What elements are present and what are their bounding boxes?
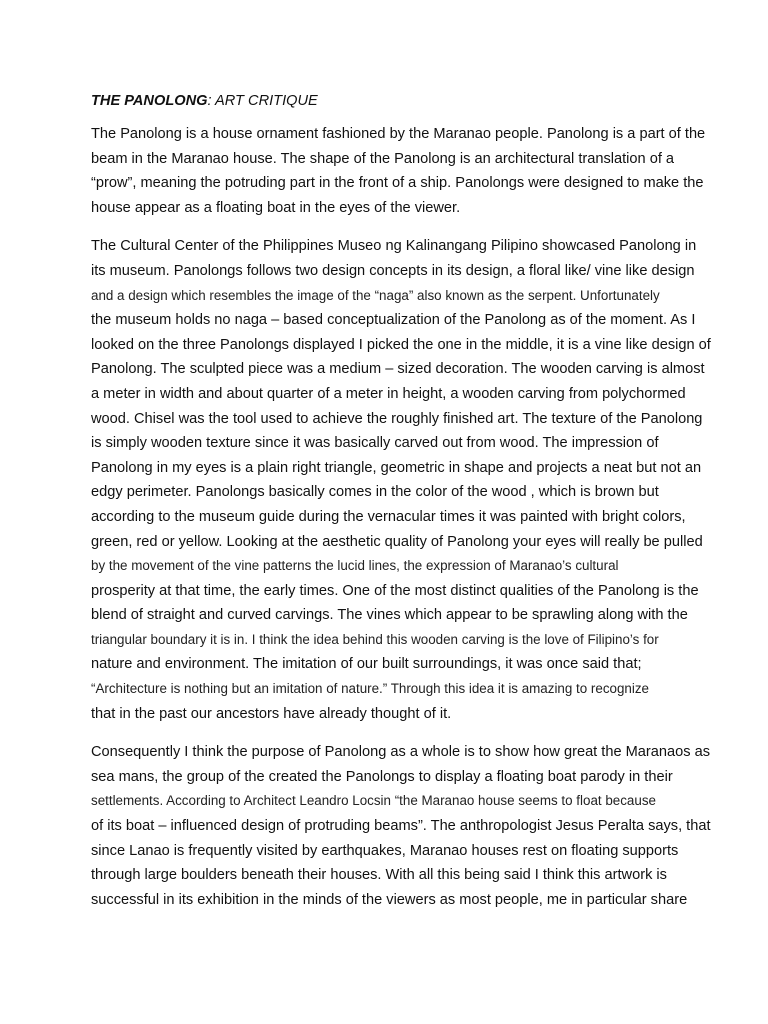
text-line: looked on the three Panolongs displayed I picked the one in the middle, it is a vine like design of: [91, 336, 711, 353]
text-line: blend of straight and curved carvings. The vines which appear to be sprawling along with the: [91, 607, 688, 624]
paragraph-museum: [91, 234, 711, 726]
text-line: prosperity at that time, the early times. One of the most distinct qualities of the Panolong is the: [91, 582, 699, 599]
text-line: The Panolong is a house ornament fashioned by the Maranao people. Panolong is a part of the: [91, 126, 706, 142]
document-page: [91, 84, 711, 926]
text-line: and a design which resembles the image of the “naga” also known as the serpent. Unfortunately: [91, 287, 660, 303]
text-line: according to the museum guide during the vernacular times it was painted with bright colors,: [91, 508, 686, 525]
text-line: triangular boundary it is in. I think the idea behind this wooden carving is the love of Filipino’s for: [91, 631, 659, 647]
text-line: its museum. Panolongs follows two design concepts in its design, a floral like/ vine like design: [91, 262, 695, 279]
text-line: Panolong. The sculpted piece was a medium – sized decoration. The wooden carving is almost: [91, 361, 705, 378]
text-line: beam in the Maranao house. The shape of the Panolong is an architectural translation of a: [91, 150, 675, 167]
text-line: “prow”, meaning the potruding part in the front of a ship. Panolongs were designed to make the: [91, 175, 704, 192]
text-line: Panolong in my eyes is a plain right triangle, geometric in shape and projects a neat but not an: [91, 459, 702, 476]
paragraph-conclusion: [91, 740, 711, 912]
text-line: “Architecture is nothing but an imitation of nature.” Through this idea it is amazing to recognize: [91, 681, 649, 697]
title-subtitle: : ART CRITIQUE: [207, 93, 318, 109]
text-line: Consequently I think the purpose of Panolong as a whole is to show how great the Maranaos as: [91, 744, 710, 761]
text-line: since Lanao is frequently visited by earthquakes, Maranao houses rest on floating supports: [91, 842, 679, 859]
text-line: the museum holds no naga – based conceptualization of the Panolong as of the moment. As I: [91, 312, 696, 329]
text-line: edgy perimeter. Panolongs basically comes in the color of the wood , which is brown but: [91, 484, 659, 501]
text-line: wood. Chisel was the tool used to achieve the roughly finished art. The texture of the Panolong: [91, 410, 703, 427]
text-line: through large boulders beneath their houses. With all this being said I think this artwork is: [91, 867, 667, 884]
text-line: green, red or yellow. Looking at the aesthetic quality of Panolong your eyes will really be pulled: [91, 533, 703, 550]
text-line: is simply wooden texture since it was basically carved out from wood. The impression of: [91, 435, 659, 452]
text-line: of its boat – influenced design of protruding beams”. The anthropologist Jesus Peralta says, that: [91, 818, 711, 835]
paragraph-intro: [91, 122, 706, 220]
text-line: settlements. According to Architect Leandro Locsin “the Maranao house seems to float because: [91, 793, 656, 809]
text-line: that in the past our ancestors have already thought of it.: [91, 705, 452, 722]
text-line: by the movement of the vine patterns the lucid lines, the expression of Maranao’s cultural: [91, 558, 619, 574]
text-line: sea mans, the group of the created the Panolongs to display a floating boat parody in their: [91, 768, 673, 785]
text-line: The Cultural Center of the Philippines Museo ng Kalinangang Pilipino showcased Panolong in: [91, 238, 697, 255]
text-line: house appear as a floating boat in the eyes of the viewer.: [91, 199, 461, 216]
text-line: a meter in width and about quarter of a meter in height, a wooden carving from polychormed: [91, 385, 686, 402]
text-line: nature and environment. The imitation of our built surroundings, it was once said that;: [91, 656, 642, 673]
document-title: [91, 84, 691, 118]
text-line: successful in its exhibition in the minds of the viewers as most people, me in particular share: [91, 891, 688, 908]
title-main: THE PANOLONG: [91, 93, 208, 109]
